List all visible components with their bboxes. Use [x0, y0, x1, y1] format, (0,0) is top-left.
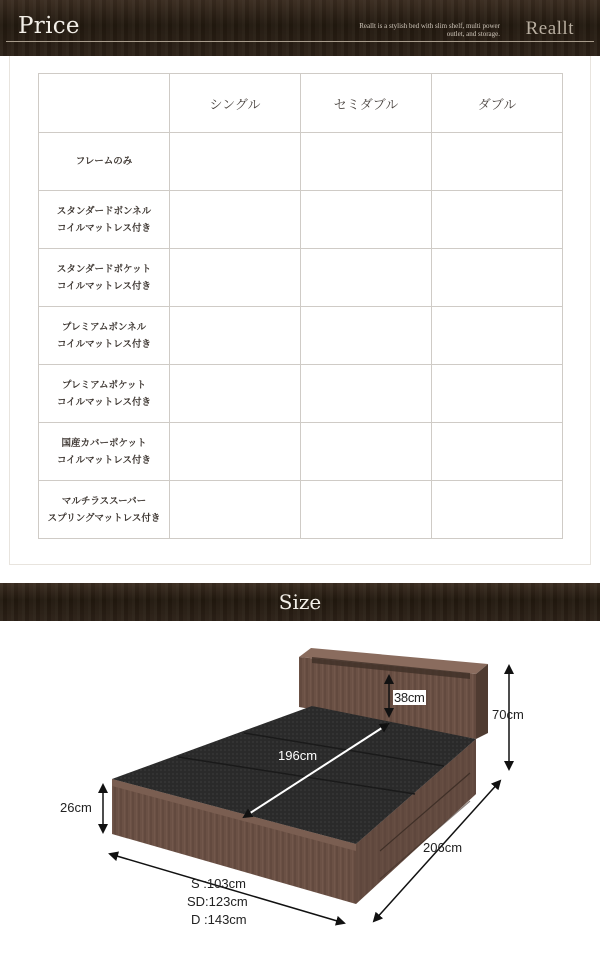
price-cell — [301, 423, 432, 481]
column-header-double: ダブル — [432, 74, 563, 133]
table-row — [39, 423, 563, 481]
row-label: 国産カバーポケット コイルマットレス付き — [39, 423, 170, 481]
table-row — [39, 307, 563, 365]
price-cell — [170, 307, 301, 365]
price-table — [38, 73, 563, 539]
total-height-label: 70cm — [492, 707, 524, 722]
brand-tagline: Reallt is a stylish bed with slim shelf, multi power outlet, and storage. — [359, 22, 500, 38]
row-label: フレームのみ — [39, 133, 170, 191]
width-single-label: S :103cm — [191, 876, 246, 891]
size-header-banner — [0, 583, 600, 621]
price-cell — [432, 249, 563, 307]
price-cell — [301, 365, 432, 423]
table-row — [39, 481, 563, 539]
price-cell — [432, 365, 563, 423]
price-cell — [170, 133, 301, 191]
width-double-label: D :143cm — [191, 912, 247, 927]
price-cell — [170, 191, 301, 249]
price-cell — [432, 191, 563, 249]
size-title: Size — [278, 590, 322, 614]
row-label: プレミアムポケット コイルマットレス付き — [39, 365, 170, 423]
table-row — [39, 133, 563, 191]
mattress-length-label: 196cm — [278, 748, 318, 763]
bed-diagram — [0, 621, 600, 954]
depth-label: 206cm — [423, 840, 463, 855]
price-cell — [301, 133, 432, 191]
price-cell — [170, 423, 301, 481]
price-header-banner — [0, 0, 600, 56]
price-cell — [170, 365, 301, 423]
table-row — [39, 191, 563, 249]
table-row — [39, 365, 563, 423]
price-cell — [170, 249, 301, 307]
headboard-height-label: 38cm — [394, 690, 425, 705]
width-semidouble-label: SD:123cm — [187, 894, 248, 909]
row-label: プレミアムボンネル コイルマットレス付き — [39, 307, 170, 365]
column-header-single: シングル — [170, 74, 301, 133]
frame-height-label: 26cm — [60, 800, 92, 815]
price-cell — [301, 481, 432, 539]
price-cell — [301, 249, 432, 307]
price-cell — [170, 481, 301, 539]
table-header-row — [39, 74, 563, 133]
price-title: Price — [18, 13, 80, 39]
column-header-semidouble: セミダブル — [301, 74, 432, 133]
table-row — [39, 249, 563, 307]
row-label: スタンダードポケット コイルマットレス付き — [39, 249, 170, 307]
price-cell — [432, 481, 563, 539]
header-divider — [6, 41, 594, 42]
price-cell — [432, 423, 563, 481]
price-cell — [432, 133, 563, 191]
brand-logo: Reallt — [525, 18, 574, 39]
row-label: スタンダードボンネル コイルマットレス付き — [39, 191, 170, 249]
price-cell — [301, 191, 432, 249]
price-cell — [301, 307, 432, 365]
price-cell — [432, 307, 563, 365]
row-label: マルチラススーパー スプリングマットレス付き — [39, 481, 170, 539]
table-corner-cell — [39, 74, 170, 133]
